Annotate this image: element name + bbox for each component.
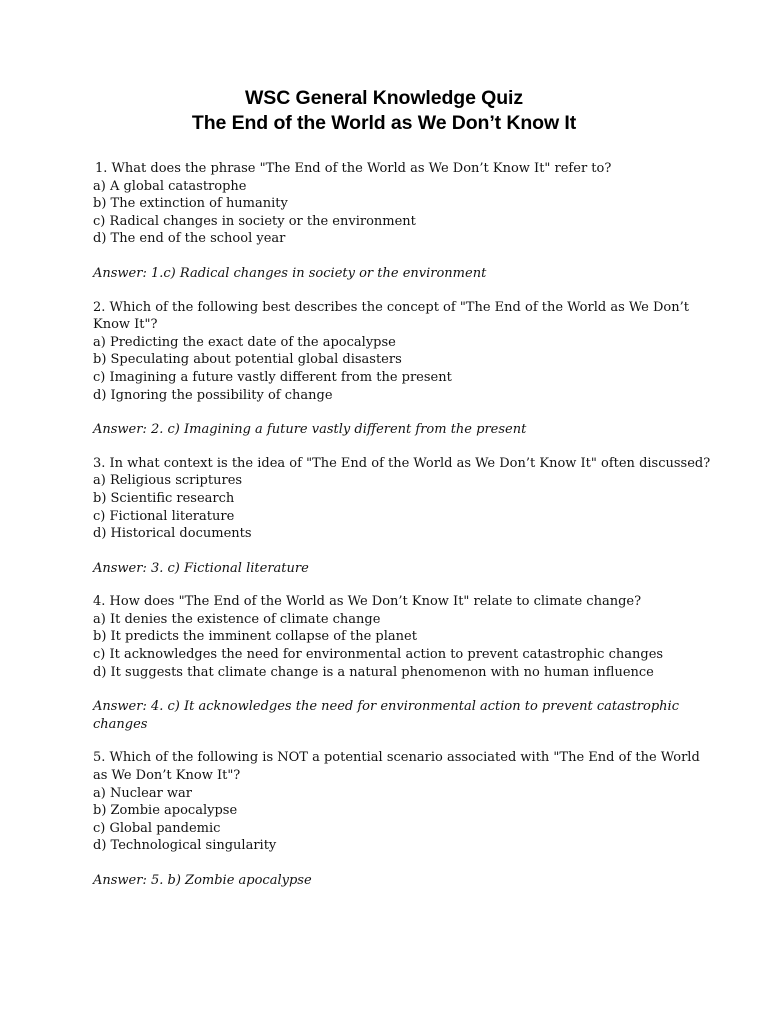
option-c: c) Fictional literature <box>93 508 235 524</box>
option-a: a) Predicting the exact date of the apocalypse <box>93 334 396 350</box>
option-b: b) The extinction of humanity <box>93 196 288 212</box>
option-b: b) Zombie apocalypse <box>93 803 238 819</box>
option-b: b) It predicts the imminent collapse of the planet <box>93 629 417 645</box>
option-a: a) It denies the existence of climate change <box>93 611 381 627</box>
question-2 <box>93 299 713 439</box>
option-d: d) Technological singularity <box>93 838 277 854</box>
option-d: d) It suggests that climate change is a natural phenomenon with no human influence <box>93 664 654 680</box>
answer-text: Answer: 1.c) Radical changes in society or the environment <box>93 265 487 281</box>
quiz-content <box>93 160 713 906</box>
answer-text: Answer: 3. c) Fictional literature <box>93 560 309 576</box>
option-c: c) It acknowledges the need for environmental action to prevent catastrophic changes <box>93 647 664 663</box>
question-5 <box>93 749 713 889</box>
option-d: d) Historical documents <box>93 526 252 542</box>
option-c: c) Imagining a future vastly different from the present <box>93 369 452 385</box>
question-3 <box>93 455 713 578</box>
title-line-2: The End of the World as We Don’t Know It <box>191 112 577 134</box>
answer-text: Answer: 2. c) Imagining a future vastly different from the present <box>93 422 527 438</box>
title-line-1: WSC General Knowledge Quiz <box>244 87 524 109</box>
option-c: c) Global pandemic <box>93 820 221 836</box>
question-text: 5. Which of the following is NOT a potential scenario associated with "The End of the World as We Don’t Know It"? <box>93 750 704 784</box>
question-text: 2. Which of the following best describes the concept of "The End of the World as We Don’t Know It"? <box>93 299 694 333</box>
option-a: a) Religious scriptures <box>93 473 243 489</box>
question-text: 1. What does the phrase "The End of the World as We Don’t Know It" refer to? <box>95 161 612 176</box>
question-1 <box>93 160 713 283</box>
answer-text: Answer: 5. b) Zombie apocalypse <box>93 873 312 888</box>
option-c: c) Radical changes in society or the environment <box>93 213 416 229</box>
document-title <box>0 86 768 136</box>
answer-text: Answer: 4. c) It acknowledges the need for environmental action to prevent catastrophic changes <box>93 699 679 732</box>
option-b: b) Scientific research <box>93 490 235 506</box>
question-text: 4. How does "The End of the World as We Don’t Know It" relate to climate change? <box>93 594 642 610</box>
option-a: a) A global catastrophe <box>93 178 247 194</box>
option-d: d) The end of the school year <box>93 231 286 247</box>
question-text: 3. In what context is the idea of "The End of the World as We Don’t Know It" often discussed? <box>93 455 711 471</box>
option-a: a) Nuclear war <box>93 785 193 801</box>
question-4 <box>93 593 713 733</box>
option-b: b) Speculating about potential global disasters <box>93 352 402 368</box>
option-d: d) Ignoring the possibility of change <box>93 387 333 403</box>
